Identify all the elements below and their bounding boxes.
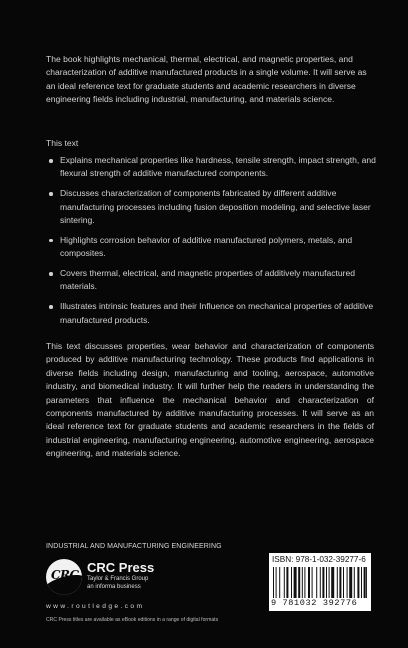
- list-item: [46, 154, 380, 181]
- detail-paragraph: This text discusses properties, wear behavior and characterization of components produced by additive manufacturing technology. These products find applications in diverse fields including design, manufacturing and tooling, aerospace, automotive industry, and biomedical industry. It will further help the readers in understanding the parameters that influence the mechanical behavior and characterization of components manufactured by additive manufacturing processes. It will serve as an ideal reference text for graduate students and academic researchers in the fields of industrial engineering, manufacturing engineering, automotive engineering, aerospace engineering, and materials science.: [46, 341, 374, 459]
- publisher-name: CRC Press: [87, 560, 155, 575]
- list-item: [46, 187, 380, 227]
- barcode-number: 9 781032 392776: [271, 598, 358, 608]
- ebook-note: CRC Press titles are available as eBook editions in a range of digital formats: [46, 617, 219, 623]
- bullet-icon: [49, 159, 53, 163]
- bullet-icon: [49, 272, 53, 276]
- list-item-text: Explains mechanical properties like hardness, tensile strength, impact strength, and flexural strength of additive manufactured components.: [60, 155, 376, 179]
- publisher-logo: [46, 559, 196, 601]
- list-item-text: Highlights corrosion behavior of additive manufactured polymers, metals, and composites.: [60, 234, 353, 259]
- isbn-barcode: [269, 553, 371, 611]
- bullet-icon: [49, 305, 53, 309]
- crc-logo-icon: [46, 559, 82, 595]
- bullet-icon: [49, 239, 53, 243]
- barcode-icon: [273, 567, 367, 598]
- list-item: [46, 300, 380, 327]
- publisher-group: Taylor & Francis Group: [87, 576, 149, 582]
- publisher-business: an informa business: [87, 584, 141, 590]
- list-item-text: Illustrates intrinsic features and their Influence on mechanical properties of additive manufactured products.: [60, 301, 374, 325]
- description-paragraph: The book highlights mechanical, thermal, electrical, and magnetic properties, and characterization of additive manufactured products in a single volume. It will serve as an ideal reference text for graduate students and academic researchers in diverse engineering fields including industrial, manufacturing, and materials science.: [46, 54, 367, 105]
- intro-label: This text: [46, 138, 79, 148]
- subject-category: INDUSTRIAL AND MANUFACTURING ENGINEERING: [46, 543, 222, 550]
- logo-mark: CRC: [51, 568, 79, 582]
- list-item: [46, 234, 380, 261]
- list-item: [46, 267, 380, 294]
- publisher-website: www.routledge.com: [46, 603, 145, 610]
- list-item-text: Discusses characterization of components fabricated by different additive manufacturing processes including fusion deposition modeling, and selective laser sintering.: [60, 188, 371, 226]
- isbn-label: ISBN: 978-1-032-39277-6: [272, 555, 366, 564]
- feature-list: [46, 154, 380, 333]
- bullet-icon: [49, 192, 53, 196]
- list-item-text: Covers thermal, electrical, and magnetic properties of additively manufactured materials.: [60, 268, 356, 292]
